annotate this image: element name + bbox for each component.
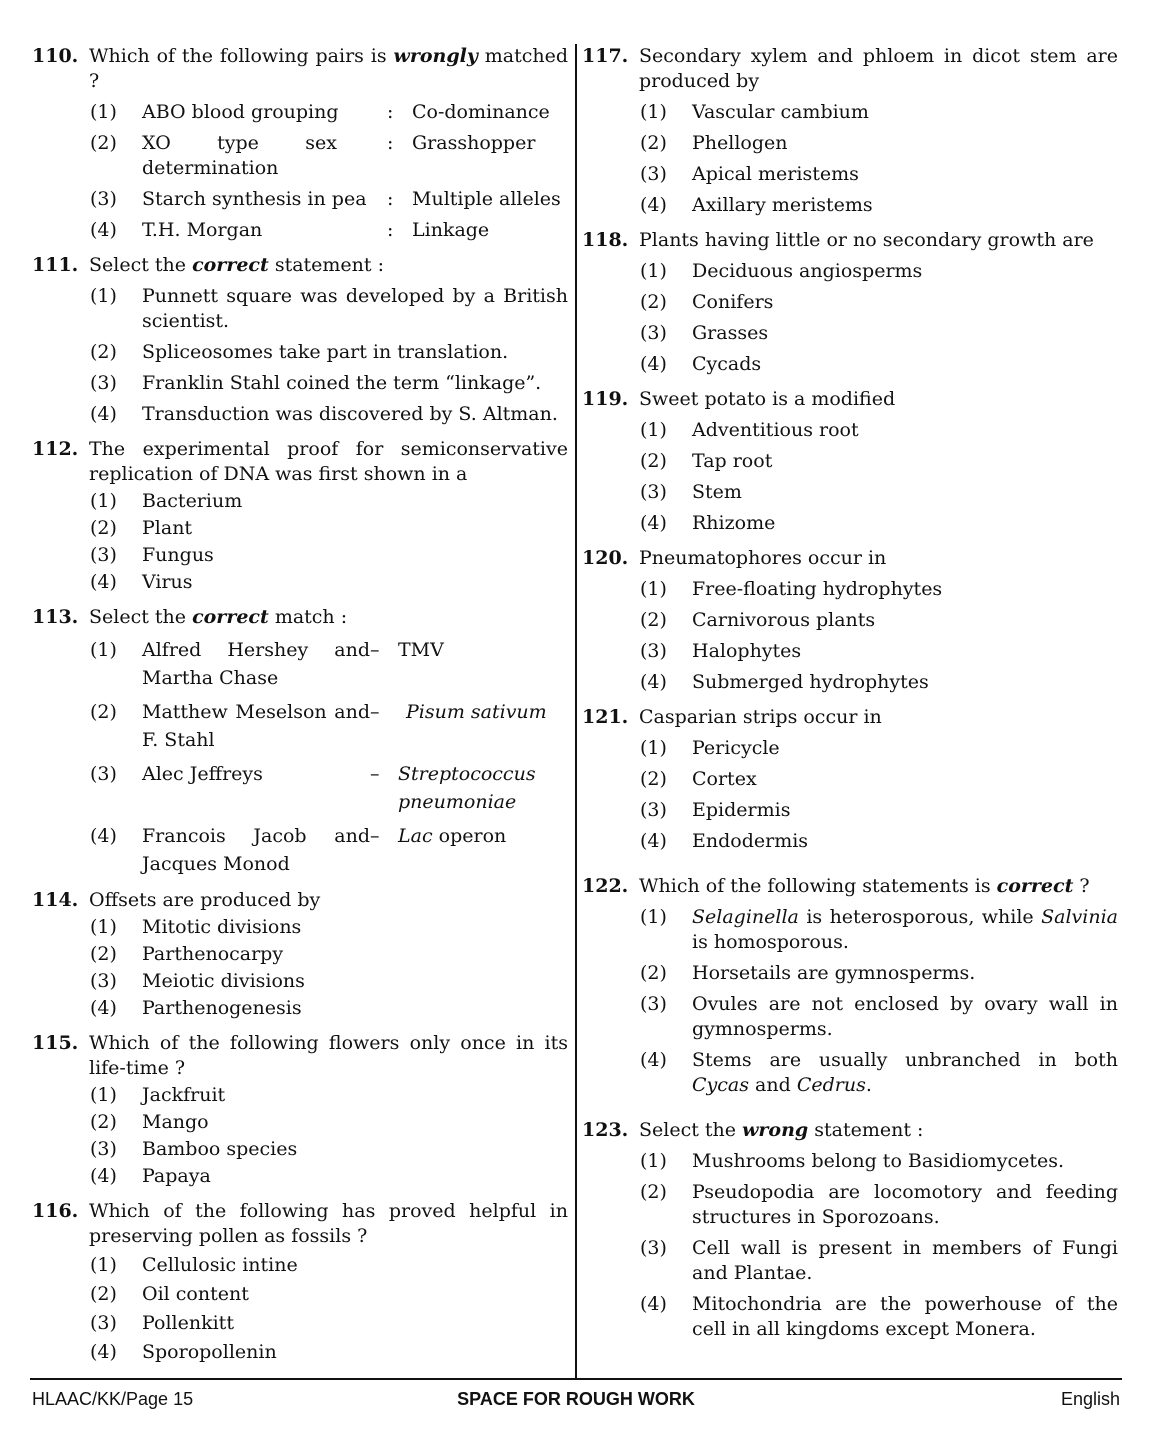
option-text: Fungus (142, 544, 214, 566)
option-number: (3) (90, 544, 117, 566)
option-text: Carnivorous plants (692, 609, 876, 631)
option-text: Horsetails are gymnosperms. (692, 962, 976, 984)
option-text: Punnett square was developed by a British scientist. (142, 285, 568, 332)
question-emphasis: correct (192, 254, 269, 276)
question-113 (32, 605, 568, 878)
option-text: Deciduous angiosperms (692, 260, 923, 282)
option-text: Pericycle (692, 737, 780, 759)
option-text: Mushrooms belong to Basidiomycetes. (692, 1150, 1065, 1172)
option-text: Jackfruit (142, 1084, 226, 1106)
option-number: (3) (90, 763, 117, 785)
question-text: Which of the following has proved helpful in preserving pollen as fossils ? (89, 1200, 568, 1247)
option-number: (3) (640, 322, 667, 344)
option-number: (3) (640, 799, 667, 821)
option-number: (4) (90, 825, 117, 847)
right-column (582, 44, 1118, 1342)
option-number: (3) (640, 163, 667, 185)
left-column (32, 44, 568, 1365)
question-emphasis: correct (192, 606, 269, 628)
option-number: (4) (90, 1341, 117, 1363)
question-number: 113. (32, 606, 79, 628)
option-left: ABO blood grouping (142, 101, 339, 123)
option-left: Starch synthesis in pea (142, 188, 367, 210)
question-121 (582, 705, 1118, 854)
option-text: Cellulosic intine (142, 1254, 298, 1276)
option-right: Co-dominance (412, 101, 550, 123)
option-number: (1) (640, 737, 667, 759)
option-text: Axillary meristems (692, 194, 873, 216)
option-number: (3) (90, 372, 117, 394)
option-text: Cycads (692, 353, 762, 375)
option-right-italic: Lac (398, 825, 433, 847)
option-text: Meiotic divisions (142, 970, 305, 992)
option-number: (2) (640, 962, 667, 984)
question-text: Casparian strips occur in (639, 706, 882, 728)
option-italic: Cycas (692, 1074, 749, 1096)
question-text: Sweet potato is a modified (639, 388, 896, 410)
option-text: Rhizome (692, 512, 776, 534)
option-number: (3) (90, 970, 117, 992)
option-number: (3) (640, 481, 667, 503)
option-right: Grasshopper (412, 132, 536, 154)
option-number: (4) (90, 403, 117, 425)
option-text: Cell wall is present in members of Fungi and Plantae. (692, 1237, 1118, 1284)
option-left: Alfred Hershey and Martha Chase (142, 639, 370, 689)
question-text: match : (274, 606, 348, 628)
question-number: 111. (32, 254, 79, 276)
option-number: (1) (640, 419, 667, 441)
option-number: (4) (90, 997, 117, 1019)
question-text: Which of the following pairs is (89, 45, 387, 67)
option-number: (1) (90, 639, 117, 661)
option-text: Mango (142, 1111, 209, 1133)
question-123 (582, 1118, 1118, 1342)
option-text: Mitochondria are the powerhouse of the cell in all kingdoms except Monera. (692, 1293, 1118, 1340)
question-number: 123. (582, 1119, 629, 1141)
question-text: Secondary xylem and phloem in dicot stem are produced by (639, 45, 1118, 92)
option-number: (2) (90, 341, 117, 363)
option-text: Submerged hydrophytes (692, 671, 929, 693)
option-number: (1) (90, 1254, 117, 1276)
option-text: Mitotic divisions (142, 916, 302, 938)
question-120 (582, 546, 1118, 695)
option-number: (2) (90, 1111, 117, 1133)
option-number: (3) (640, 640, 667, 662)
option-left: T.H. Morgan (142, 219, 263, 241)
option-right: TMV (398, 639, 444, 661)
option-text: Bamboo species (142, 1138, 298, 1160)
question-number: 110. (32, 45, 79, 67)
question-number: 121. (582, 706, 629, 728)
question-number: 112. (32, 438, 79, 460)
question-number: 120. (582, 547, 629, 569)
option-number: (2) (640, 132, 667, 154)
column-divider (575, 44, 577, 1378)
option-number: (3) (90, 1312, 117, 1334)
option-number: (1) (90, 1084, 117, 1106)
option-text: is heterosporous, while (806, 906, 1034, 928)
question-text: Plants having little or no secondary growth are (639, 229, 1094, 251)
question-119 (582, 387, 1118, 536)
option-number: (3) (90, 188, 117, 210)
question-text: Which of the following statements is (639, 875, 991, 897)
option-italic: Salvinia (1041, 906, 1118, 928)
question-number: 118. (582, 229, 629, 251)
option-text: Plant (142, 517, 193, 539)
option-text: Epidermis (692, 799, 791, 821)
option-number: (4) (640, 512, 667, 534)
option-text: Pollenkitt (142, 1312, 234, 1334)
option-text: Halophytes (692, 640, 802, 662)
option-number: (4) (640, 830, 667, 852)
option-number: (2) (90, 701, 117, 723)
option-right-italic: Streptococcus pneumoniae (398, 763, 536, 813)
option-number: (3) (640, 1237, 667, 1259)
option-number: (2) (90, 517, 117, 539)
question-text: Select the (639, 1119, 737, 1141)
option-number: (4) (640, 671, 667, 693)
option-text: Bacterium (142, 490, 243, 512)
option-right-italic: Pisum sativum (406, 701, 547, 723)
option-number: (1) (640, 906, 667, 928)
option-text: Tap root (692, 450, 773, 472)
question-number: 119. (582, 388, 629, 410)
page-footer (32, 1389, 1120, 1413)
question-text: Pneumatophores occur in (639, 547, 887, 569)
option-text: Franklin Stahl coined the term “linkage”. (142, 372, 542, 394)
option-text: Cortex (692, 768, 757, 790)
option-text: Stem (692, 481, 742, 503)
question-number: 116. (32, 1200, 79, 1222)
question-number: 114. (32, 889, 79, 911)
language-label: English (1060, 1389, 1120, 1409)
option-separator: – (370, 825, 380, 847)
option-separator: : (387, 101, 394, 123)
question-118 (582, 228, 1118, 377)
option-number: (3) (90, 1138, 117, 1160)
option-text: Papaya (142, 1165, 211, 1187)
option-number: (1) (640, 101, 667, 123)
option-text: Endodermis (692, 830, 809, 852)
option-text: Sporopollenin (142, 1341, 277, 1363)
question-number: 115. (32, 1032, 79, 1054)
option-text: Vascular cambium (692, 101, 869, 123)
footer-rule (30, 1378, 1122, 1380)
option-separator: – (370, 763, 380, 785)
option-number: (1) (640, 578, 667, 600)
option-number: (1) (640, 260, 667, 282)
option-text: Pseudopodia are locomotory and feeding structures in Sporozoans. (692, 1181, 1118, 1228)
option-left: XO type sex determination (142, 132, 337, 179)
option-text: Spliceosomes take part in translation. (142, 341, 509, 363)
rough-work-label: SPACE FOR ROUGH WORK (457, 1389, 695, 1409)
option-text: and (755, 1074, 791, 1096)
option-number: (1) (90, 101, 117, 123)
question-text: Offsets are produced by (89, 889, 321, 911)
option-number: (2) (640, 1181, 667, 1203)
option-text: Free-floating hydrophytes (692, 578, 943, 600)
question-116 (32, 1199, 568, 1365)
option-number: (3) (640, 993, 667, 1015)
option-text: Parthenocarpy (142, 943, 284, 965)
option-number: (4) (90, 571, 117, 593)
question-111 (32, 253, 568, 427)
option-number: (4) (90, 1165, 117, 1187)
question-emphasis: wrongly (393, 45, 478, 67)
question-117 (582, 44, 1118, 218)
option-separator: – (370, 639, 380, 661)
option-text: Ovules are not enclosed by ovary wall in gymnosperms. (692, 993, 1118, 1040)
option-italic: Selaginella (692, 906, 799, 928)
option-number: (4) (640, 1293, 667, 1315)
option-text: Adventitious root (692, 419, 859, 441)
option-number: (4) (640, 1049, 667, 1071)
question-emphasis: correct (996, 875, 1074, 897)
option-separator: : (387, 132, 394, 154)
question-text: Select the (89, 254, 187, 276)
option-right: operon (438, 825, 507, 847)
page-code: HLAAC/KK/Page 15 (32, 1389, 194, 1409)
question-text: The experimental proof for semiconservative replication of DNA was first shown in a (89, 438, 568, 485)
option-separator: – (370, 701, 380, 723)
option-right: Multiple alleles (412, 188, 561, 210)
question-text: ? (1079, 875, 1090, 897)
option-number: (1) (90, 490, 117, 512)
question-text: statement : (814, 1119, 924, 1141)
option-number: (1) (640, 1150, 667, 1172)
option-number: (2) (90, 1283, 117, 1305)
option-text: . (865, 1074, 872, 1096)
question-115 (32, 1031, 568, 1189)
option-left: Alec Jeffreys (142, 763, 263, 785)
option-number: (4) (90, 219, 117, 241)
question-114 (32, 888, 568, 1021)
option-text: Phellogen (692, 132, 788, 154)
option-text: Apical meristems (692, 163, 859, 185)
option-left: Matthew Meselson and F. Stahl (142, 701, 370, 751)
question-text: statement : (274, 254, 384, 276)
question-text: Which of the following flowers only once in its life-time ? (89, 1032, 568, 1079)
option-number: (1) (90, 285, 117, 307)
question-number: 117. (582, 45, 629, 67)
option-number: (2) (90, 132, 117, 154)
question-110 (32, 44, 568, 243)
option-number: (2) (640, 609, 667, 631)
question-text: Select the (89, 606, 187, 628)
option-text: Parthenogenesis (142, 997, 302, 1019)
option-text: Transduction was discovered by S. Altman. (142, 403, 558, 425)
option-number: (2) (640, 291, 667, 313)
option-italic: Cedrus (796, 1074, 866, 1096)
question-122 (582, 874, 1118, 1098)
option-separator: : (387, 219, 394, 241)
option-text: Conifers (692, 291, 774, 313)
option-text: Virus (142, 571, 193, 593)
option-right: Linkage (412, 219, 490, 241)
option-number: (4) (640, 194, 667, 216)
question-number: 122. (582, 875, 629, 897)
question-emphasis: wrong (742, 1119, 809, 1141)
option-number: (2) (640, 450, 667, 472)
option-number: (2) (640, 768, 667, 790)
option-separator: : (387, 188, 394, 210)
question-112 (32, 437, 568, 595)
option-number: (1) (90, 916, 117, 938)
option-number: (2) (90, 943, 117, 965)
option-left: Francois Jacob and Jacques Monod (142, 825, 370, 875)
question-text: matched ? (89, 45, 568, 92)
option-text: is homosporous. (692, 931, 849, 953)
option-text: Stems are usually unbranched in both (692, 1049, 1118, 1071)
option-number: (4) (640, 353, 667, 375)
option-text: Grasses (692, 322, 769, 344)
option-text: Oil content (142, 1283, 249, 1305)
